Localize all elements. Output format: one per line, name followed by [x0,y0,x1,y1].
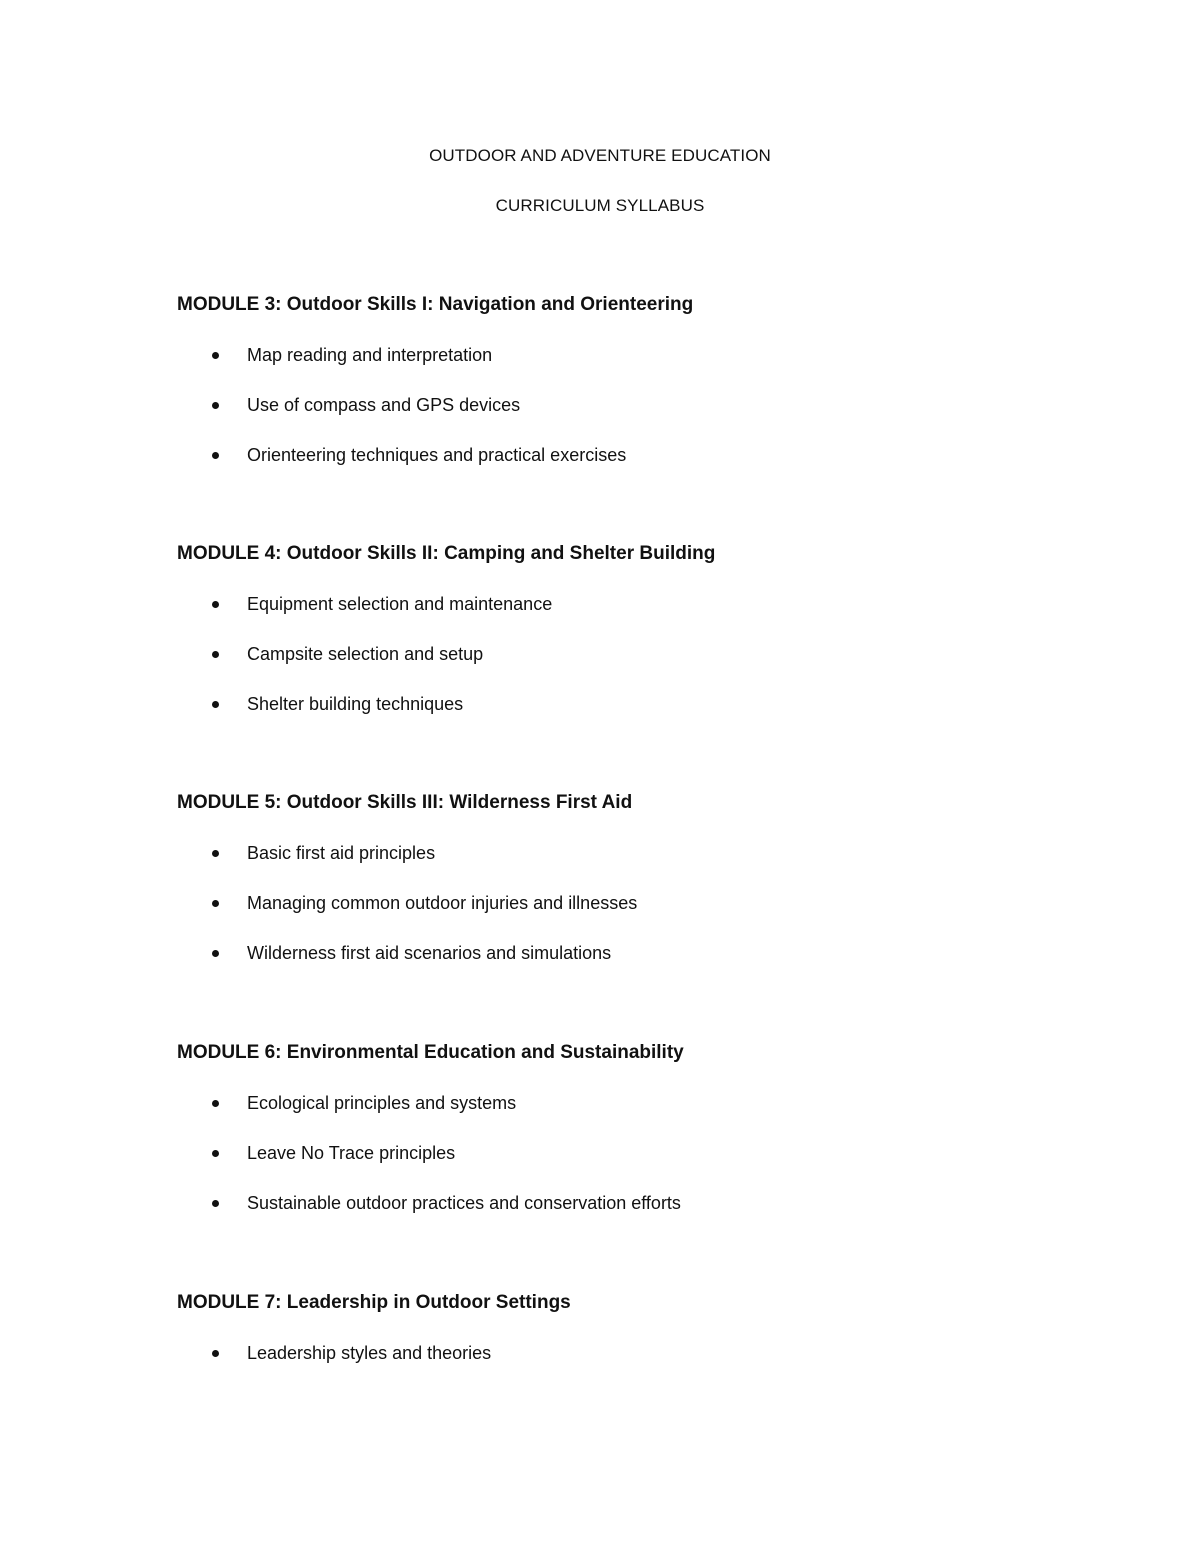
list-item [177,642,1077,666]
module-section [177,293,1077,467]
list-item-text: Leadership styles and theories [247,1343,492,1363]
module-section [177,542,1077,716]
list-item [177,941,1077,965]
module-section [177,1291,1077,1365]
bullet-icon [212,701,219,708]
list-item [177,692,1077,716]
topic-list [177,343,1077,467]
bullet-icon [212,1150,219,1157]
list-item [177,841,1077,865]
bullet-icon [212,601,219,608]
list-item-text: Managing common outdoor injuries and illnesses [247,893,638,913]
module-heading: MODULE 6: Environmental Education and Sustainability [177,1042,684,1063]
module-heading: MODULE 3: Outdoor Skills I: Navigation and Orienteering [177,294,694,315]
module-heading: MODULE 5: Outdoor Skills III: Wilderness First Aid [177,792,633,813]
topic-list [177,841,1077,965]
list-item-text: Basic first aid principles [247,843,436,863]
topic-list [177,1091,1077,1215]
list-item-text: Campsite selection and setup [247,644,484,664]
list-item-text: Use of compass and GPS devices [247,395,521,415]
list-item-text: Shelter building techniques [247,694,464,714]
bullet-icon [212,1200,219,1207]
list-item [177,1091,1077,1115]
module-heading: MODULE 4: Outdoor Skills II: Camping and Shelter Building [177,543,716,564]
list-item [177,443,1077,467]
list-item [177,891,1077,915]
list-item-text: Map reading and interpretation [247,345,493,365]
bullet-icon [212,352,219,359]
list-item [177,592,1077,616]
bullet-icon [212,1100,219,1107]
topic-list [177,1341,1077,1365]
topic-list [177,592,1077,716]
module-heading: MODULE 7: Leadership in Outdoor Settings [177,1292,571,1313]
module-section [177,1041,1077,1215]
bullet-icon [212,651,219,658]
list-item-text: Wilderness first aid scenarios and simulations [247,943,612,963]
bullet-icon [212,1350,219,1357]
list-item-text: Ecological principles and systems [247,1093,517,1113]
bullet-icon [212,402,219,409]
bullet-icon [212,900,219,907]
bullet-icon [212,850,219,857]
document-title: OUTDOOR AND ADVENTURE EDUCATION [429,146,771,165]
list-item [177,1191,1077,1215]
list-item-text: Leave No Trace principles [247,1143,456,1163]
list-item-text: Equipment selection and maintenance [247,594,553,614]
list-item [177,393,1077,417]
list-item-text: Orienteering techniques and practical exercises [247,445,627,465]
document-subtitle: CURRICULUM SYLLABUS [495,196,705,215]
bullet-icon [212,452,219,459]
module-section [177,791,1077,965]
list-item [177,343,1077,367]
bullet-icon [212,950,219,957]
list-item [177,1141,1077,1165]
list-item-text: Sustainable outdoor practices and conservation efforts [247,1193,681,1213]
list-item [177,1341,1077,1365]
